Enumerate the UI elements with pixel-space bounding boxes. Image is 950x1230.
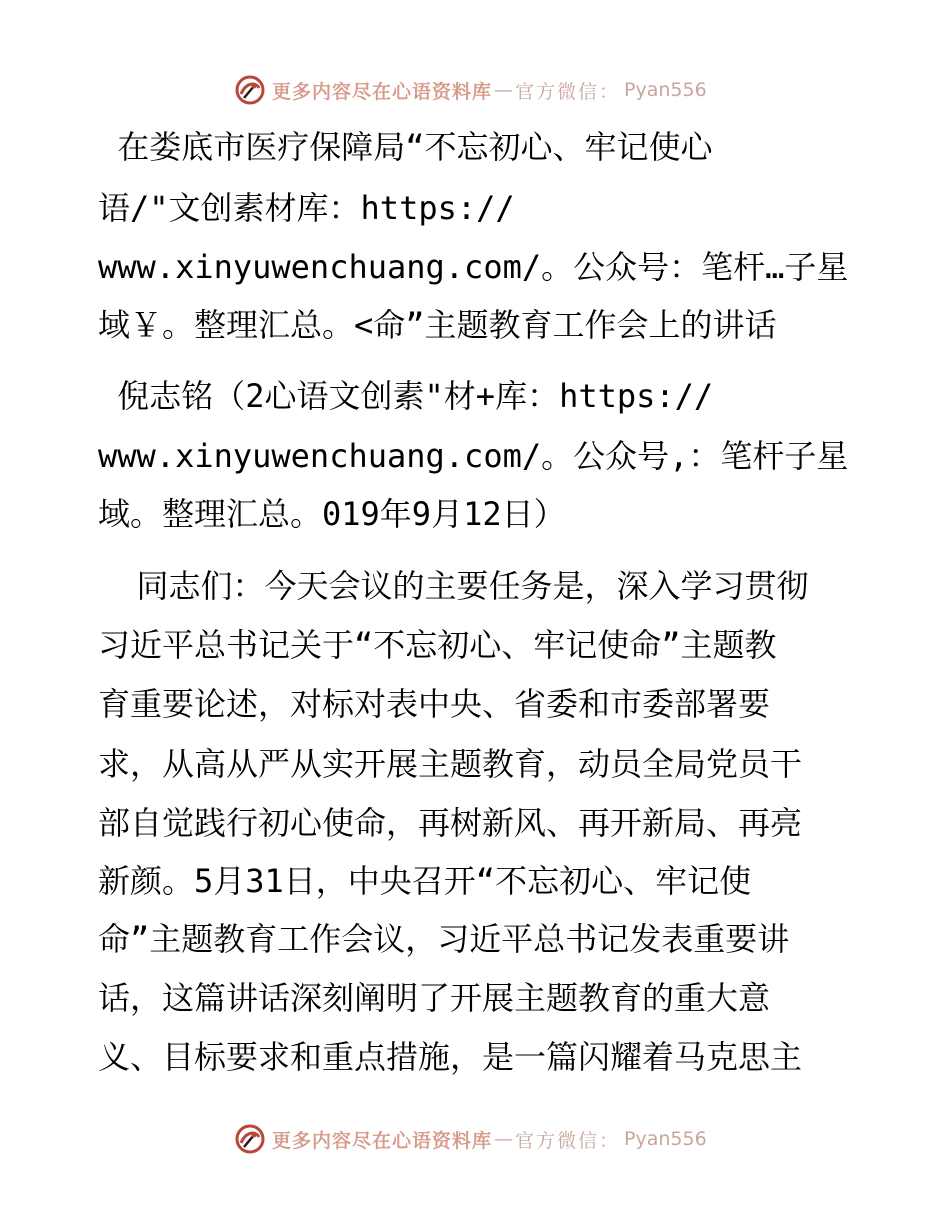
footer-watermark: [232, 1121, 707, 1157]
text-line: 育重要论述，对标对表中央、省委和市委部署要: [98, 685, 771, 723]
text-line: 域￥。整理汇总。<命”主题教育工作会上的讲话: [98, 306, 777, 344]
text-line: 求，从高从严从实开展主题教育，动员全局党员干: [98, 745, 803, 783]
watermark-separator: —: [494, 79, 514, 101]
text-line: 习近平总书记关于“不忘初心、牢记使命”主题教: [98, 626, 777, 664]
text-line: www.xinyuwenchuang.com/。公众号,：笔杆子星: [98, 437, 849, 475]
header-watermark: [232, 72, 707, 108]
watermark-text: 更多内容尽在心语资料库: [272, 1129, 493, 1152]
watermark-wechat-label: 官方微信：: [515, 1129, 621, 1152]
watermark-wechat-label: 官方微信：: [515, 80, 621, 103]
swirl-logo-icon: [232, 1121, 268, 1157]
text-line: 命”主题教育工作会议，习近平总书记发表重要讲: [98, 920, 790, 958]
text-line: www.xinyuwenchuang.com/。公众号：笔杆…子星: [98, 248, 849, 286]
text-line: 同志们：今天会议的主要任务是，深入学习贯彻: [98, 567, 809, 605]
text-line: 义、目标要求和重点措施，是一篇闪耀着马克思主: [98, 1038, 803, 1076]
text-line: 部自觉践行初心使命，再树新风、再开新局、再亮: [98, 804, 803, 842]
swirl-logo-icon: [232, 72, 268, 108]
text-line: 新颜。5月31日，中央召开“不忘初心、牢记使: [98, 862, 752, 900]
text-line: 话，这篇讲话深刻阐明了开展主题教育的重大意: [98, 979, 771, 1017]
text-line: 在娄底市医疗保障局“不忘初心、牢记使心: [98, 128, 713, 166]
text-line: 域。整理汇总。019年9月12日）: [98, 495, 566, 533]
watermark-wechat-id: Pyan556: [624, 1128, 707, 1150]
text-line: 语/"文创素材库：https://: [98, 189, 515, 227]
watermark-separator: —: [494, 1128, 514, 1150]
text-line: 倪志铭（2心语文创素"材+库：https://: [98, 377, 714, 415]
watermark-wechat-id: Pyan556: [624, 79, 707, 101]
watermark-text: 更多内容尽在心语资料库: [272, 80, 493, 103]
